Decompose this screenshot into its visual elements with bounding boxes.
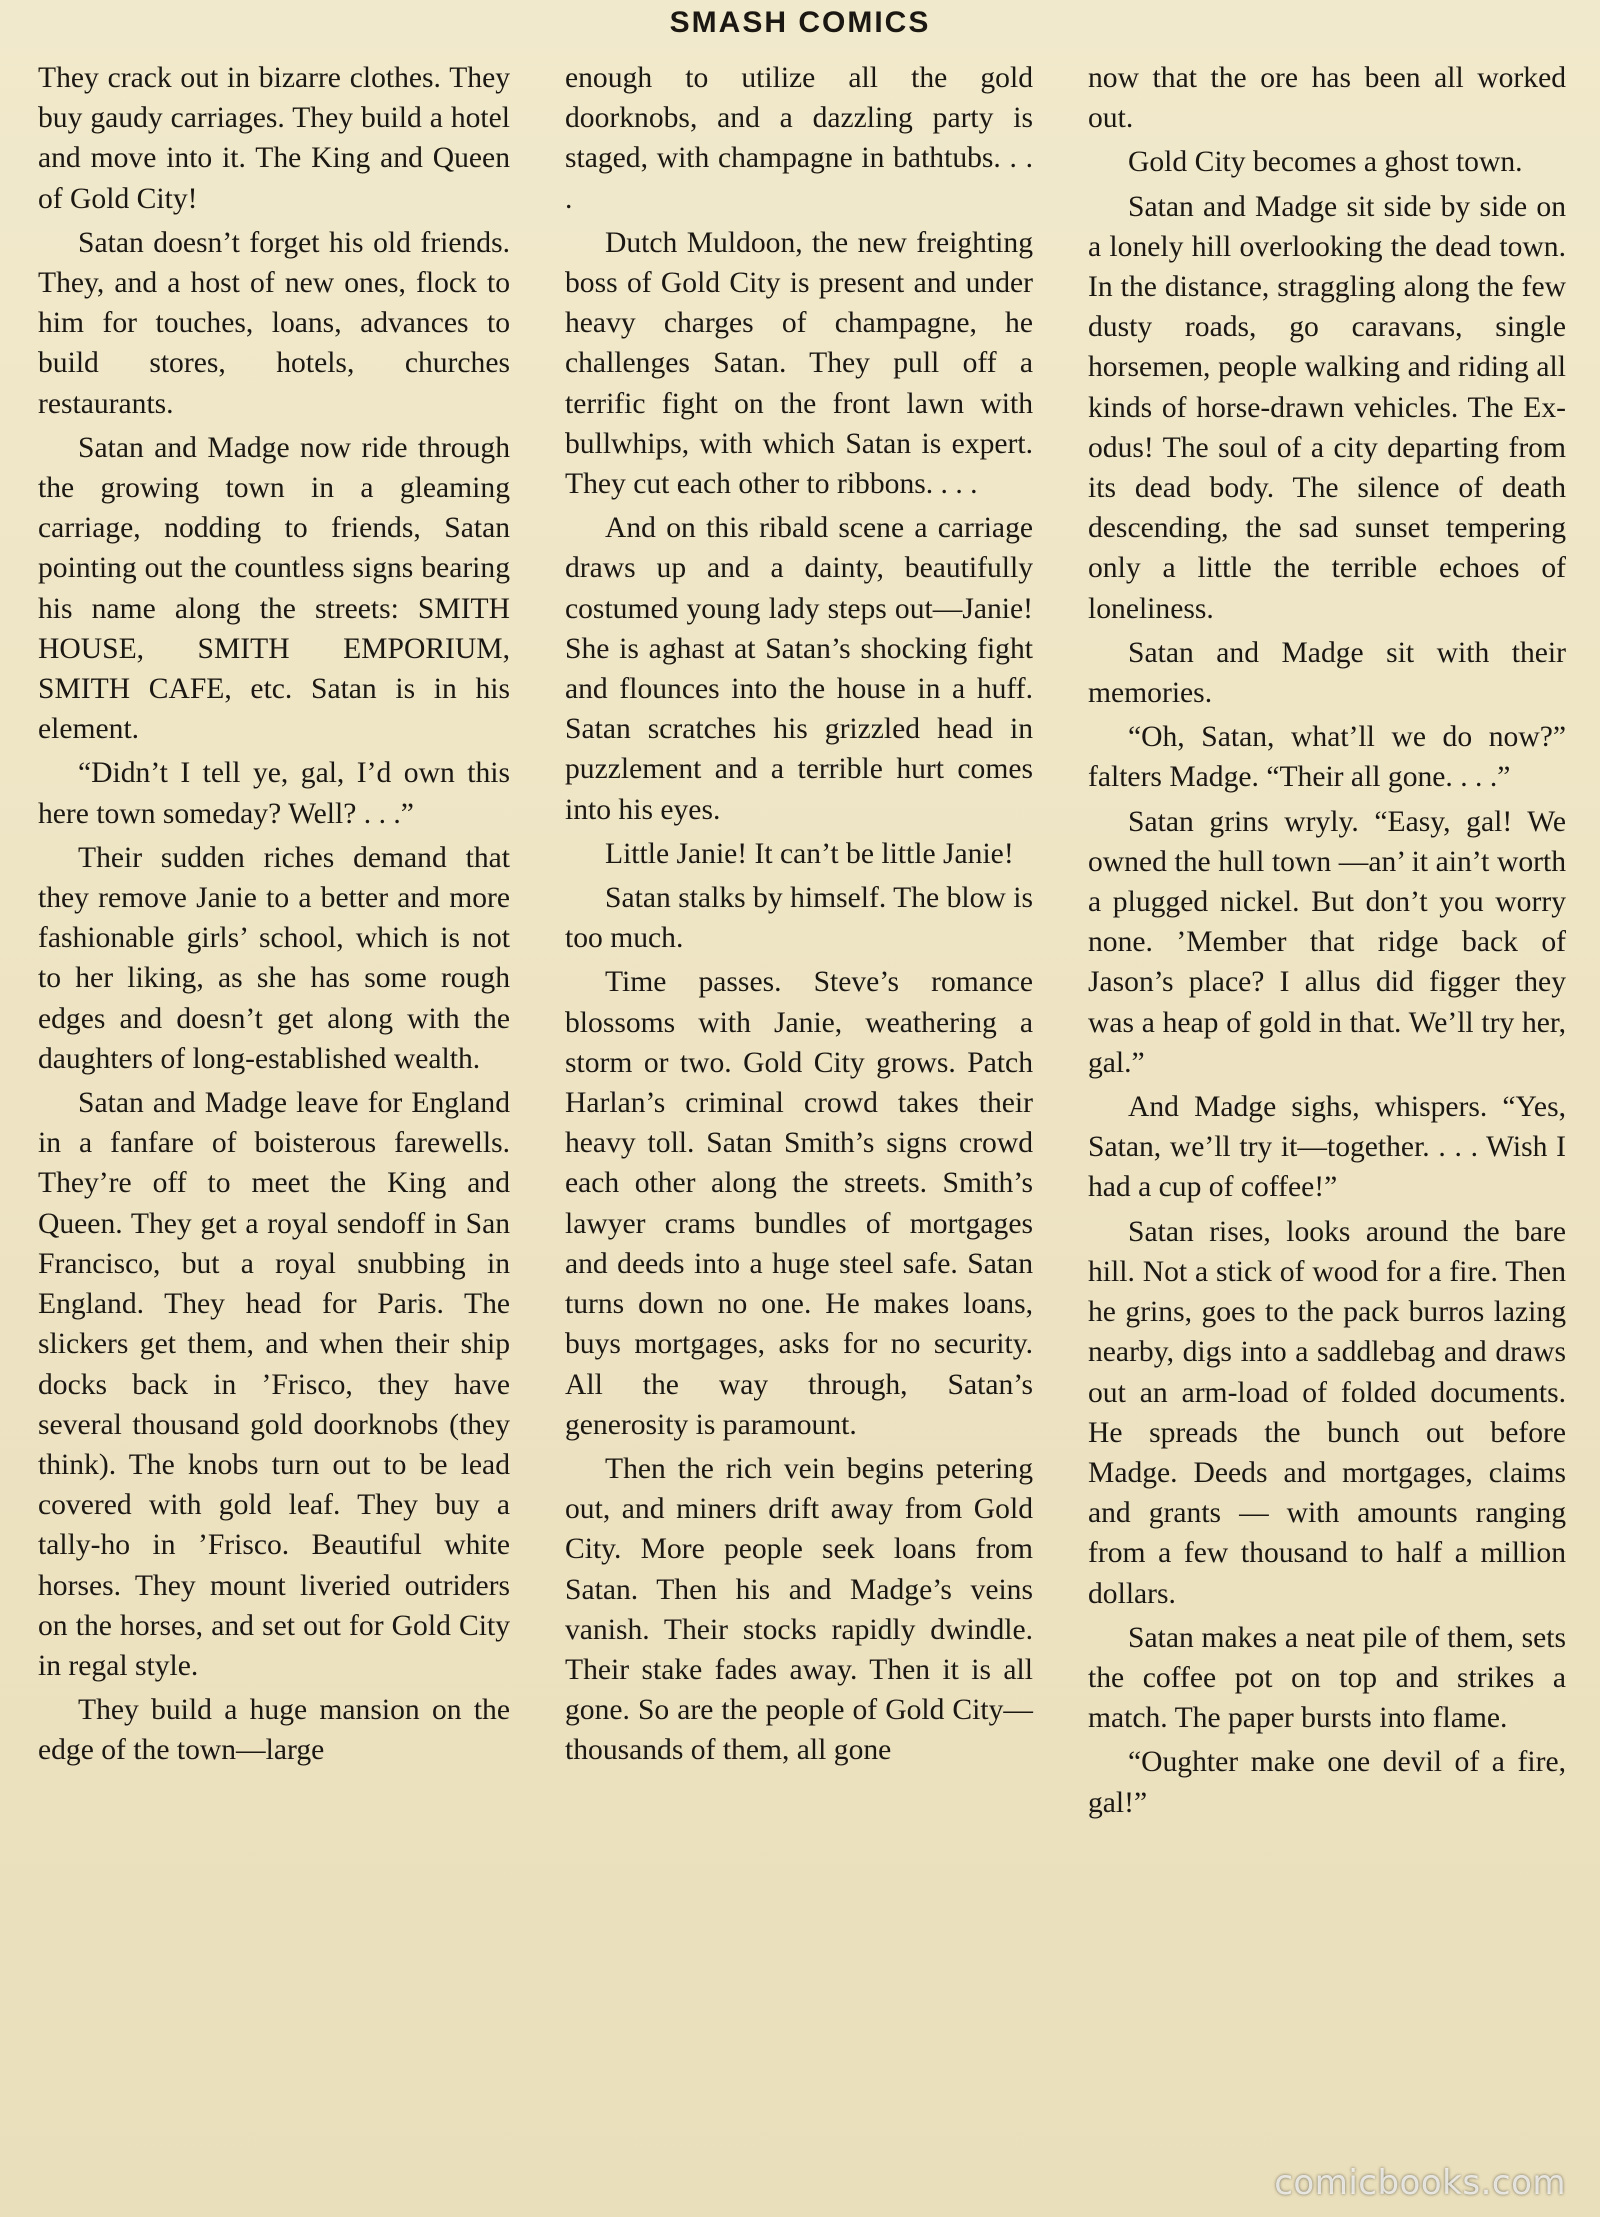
paragraph: Dutch Muldoon, the new freighting boss of Gold City is present and under heavy charges of champagne, he challenges Satan. They pull off a terrific fight on the front lawn with bullwhips, with which Satan is expert. They cut each other to ribbons. . . . — [565, 226, 1033, 501]
paragraph: enough to utilize all the gold doorknobs, and a dazzling party is staged, with champagne in bathtubs. . . . — [565, 62, 1033, 215]
paragraph: Satan and Madge sit with their memories. — [1088, 636, 1566, 710]
paragraph: Satan makes a neat pile of them, sets the coffee pot on top and strikes a match. The paper bursts into flame. — [1088, 1621, 1566, 1735]
paragraph: now that the ore has been all worked out. — [1088, 62, 1566, 135]
paragraph: Then the rich vein begins petering out, and miners drift away from Gold City. More people seek loans from Satan. Then his and Madge’s veins vanish. Their stocks rapidly dwindle. Their stake fades away. Then it is all gone. So are the people of Gold City— thousands of them, all gone — [565, 1452, 1033, 1767]
text-column-3 — [1088, 58, 1566, 1827]
paragraph: “Oughter make one devil of a fire, gal!” — [1088, 1746, 1566, 1819]
paragraph: Satan and Madge now ride through the growing town in a gleaming carriage, nodding to friends, Satan pointing out the countless signs bearing his name along the streets: SMITH HOUSE, SMITH EMPORIUM, SMITH CAFE, etc. Satan is in his element. — [38, 431, 510, 746]
paragraph: Satan and Madge sit side by side on a lonely hill overlooking the dead town. In the distance, straggling along the few dusty roads, go caravans, single horsemen, people walking and riding all kinds of horse-drawn vehicles. The Exodus! The soul of a city departing from its dead body. The silence of death descending, the sad sunset tempering only a little the terrible echoes of loneliness. — [1088, 190, 1566, 625]
paragraph: “Didn’t I tell ye, gal, I’d own this here town someday? Well? . . .” — [38, 757, 510, 830]
paragraph: “Oh, Satan, what’ll we do now?” falters Madge. “Their all gone. . . .” — [1088, 721, 1566, 794]
paragraph: And on this ribald scene a carriage draws up and a dainty, beautifully costumed young lady steps out—Janie! She is aghast at Satan’s shocking fight and flounces into the house in a huff. Satan scratches his grizzled head in puzzlement and a terrible hurt comes into his eyes. — [565, 512, 1033, 826]
paragraph: Gold City becomes a ghost town. — [1128, 146, 1523, 179]
paragraph: And Madge sighs, whispers. “Yes, Satan, we’ll try it—together. . . . Wish I had a cup of coffee!” — [1088, 1091, 1566, 1204]
paragraph: They build a huge mansion on the edge of the town—large — [38, 1694, 510, 1767]
paragraph: Satan stalks by himself. The blow is too much. — [565, 882, 1033, 955]
paragraph: Time passes. Steve’s romance blossoms with Janie, weathering a storm or two. Gold City grows. Patch Harlan’s criminal crowd takes their heavy toll. Satan Smith’s signs crowd each other along the streets. Smith’s lawyer crams bundles of mortgages and deeds into a huge steel safe. Satan turns down no one. He makes loans, buys mortgages, asks for no security. All the way through, Satan’s generosity is paramount. — [565, 966, 1033, 1441]
paragraph: Little Janie! It can’t be little Janie! — [605, 837, 1014, 870]
text-column-2 — [565, 58, 1033, 1775]
paragraph: They crack out in bizarre clothes. They buy gaudy carriages. They build a hotel and move into it. The King and Queen of Gold City! — [38, 62, 510, 215]
paragraph: Their sudden riches demand that they remove Janie to a better and more fashionable girls’ school, which is not to her liking, as she has some rough edges and doesn’t get along with the daughters of long-established wealth. — [38, 841, 510, 1075]
watermark: comicbooks.com — [1274, 2163, 1566, 2203]
page-header: SMASH COMICS — [669, 6, 931, 39]
paragraph: Satan rises, looks around the bare hill. Not a stick of wood for a fire. Then he grins, goes to the pack burros lazing nearby, digs into a saddlebag and draws out an arm-load of folded documents. He spreads the bunch out before Madge. Deeds and mortgages, claims and grants — with amounts ranging from a few thousand to half a million dollars. — [1088, 1215, 1566, 1610]
paragraph: Satan doesn’t forget his old friends. They, and a host of new ones, flock to him for touches, loans, advances to build stores, hotels, churches restaurants. — [38, 226, 510, 420]
paragraph: Satan grins wryly. “Easy, gal! We owned the hull town —an’ it ain’t worth a plugged nickel. But don’t you worry none. ’Member that ridge back of Jason’s place? I allus did figger they was a heap of gold in that. We’ll try her, gal.” — [1088, 805, 1566, 1079]
paragraph: Satan and Madge leave for England in a fanfare of boisterous farewells. They’re off to meet the King and Queen. They get a royal sendoff in San Francisco, but a royal snubbing in England. They head for Paris. The slickers get them, and when their ship docks back in ’Frisco, they have several thousand gold doorknobs (they think). The knobs turn out to be lead covered with gold leaf. They buy a tally-ho in ’Frisco. Beautiful white horses. They mount liveried outriders on the horses, and set out for Gold City in regal style. — [38, 1087, 510, 1682]
text-column-1 — [38, 58, 510, 1775]
